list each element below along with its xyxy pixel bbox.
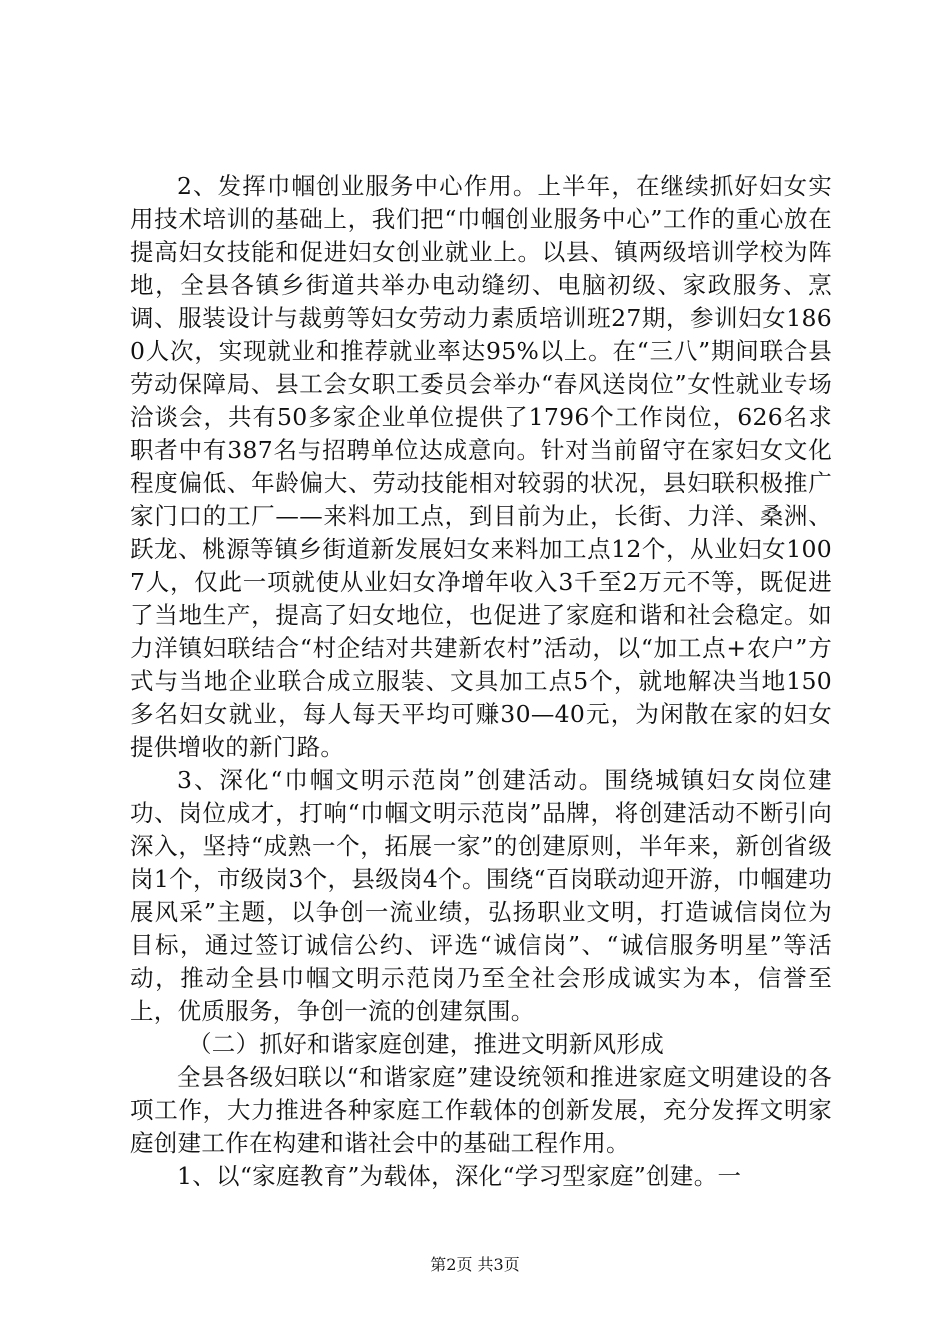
paragraph-harmonious-family: 全县各级妇联以“和谐家庭”建设统领和推进家庭文明建设的各项工作，大力推进各种家庭工作载体的创新发展，充分发挥文明家庭创建工作在构建和谐社会中的基础工程作用。 [130, 1063, 832, 1157]
paragraph-entrepreneurship-center: 2、发挥巾帼创业服务中心作用。上半年，在继续抓好妇女实用技术培训的基础上，我们把“巾帼创业服务中心”工作的重心放在提高妇女技能和促进妇女创业就业上。以县、镇两级培训学校为阵地，全县各镇乡街道共举办电动缝纫、电脑初级、家政服务、烹调、服装设计与裁剪等妇女劳动力素质培训班27期，参训妇女1860人次，实现就业和推荐就业率达95%以上。在“三八”期间联合县劳动保障局、县工会女职工委员会举办“春风送岗位”女性就业专场洽谈会，共有50多家企业单位提供了1796个工作岗位，626名求职者中有387名与招聘单位达成意向。针对当前留守在家妇女文化程度偏低、年龄偏大、劳动技能相对较弱的状况，县妇联积极推广家门口的工厂——来料加工点，到目前为止，长街、力洋、桑洲、跃龙、桃源等镇乡街道新发展妇女来料加工点12个，从业妇女1007人，仅此一项就使从业妇女净增年收入3千至2万元不等，既促进了当地生产，提高了妇女地位，也促进了家庭和谐和社会稳定。如力洋镇妇联结合“村企结对共建新农村”活动，以“加工点+农户”方式与当地企业联合成立服装、文具加工点5个，就地解决当地150多名妇女就业，每人每天平均可赚30—40元，为闲散在家的妇女提供增收的新门路。 [130, 172, 832, 761]
paragraph-family-education: 1、以“家庭教育”为载体，深化“学习型家庭”创建。一 [177, 1162, 742, 1190]
paragraph-civilized-post: 3、深化“巾帼文明示范岗”创建活动。围绕城镇妇女岗位建功、岗位成才，打响“巾帼文明示范岗”品牌，将创建活动不断引向深入，坚持“成熟一个，拓展一家”的创建原则，半年来，新创省级岗1个，市级岗3个，县级岗4个。围绕“百岗联动迎开游，巾帼建功展风采”主题，以争创一流业绩，弘扬职业文明，打造诚信岗位为目标，通过签订诚信公约、评选“诚信岗”、“诚信服务明星”等活动，推动全县巾帼文明示范岗乃至全社会形成诚实为本，信誉至上，优质服务，争创一流的创建氛围。 [130, 766, 832, 1025]
document-body [130, 170, 832, 1193]
section-heading-harmonious-family: （二）抓好和谐家庭创建，推进文明新风形成 [188, 1030, 664, 1058]
page-number-footer: 第2页 共3页 [430, 1255, 520, 1274]
